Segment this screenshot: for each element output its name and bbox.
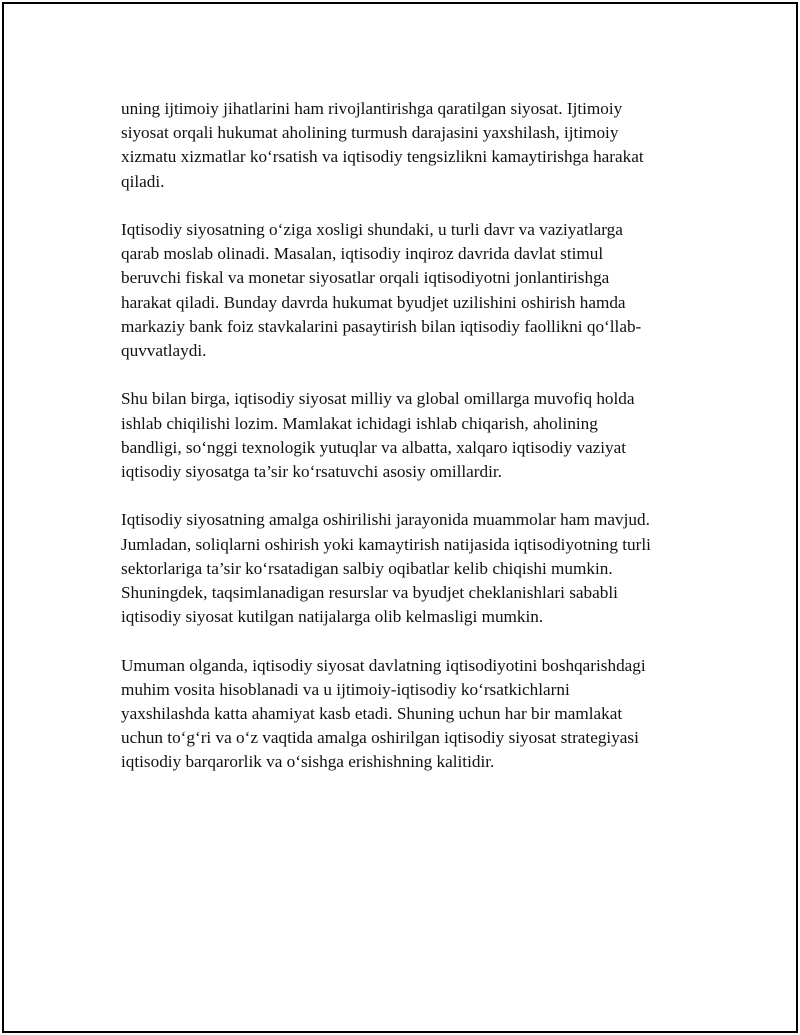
text-line: muhim vosita hisoblanadi va u ijtimoiy-iqtisodiy koʻrsatkichlarni (121, 679, 570, 699)
text-line: siyosat orqali hukumat aholining turmush darajasini yaxshilash, ijtimoiy (121, 123, 619, 143)
text-line: Jumladan, soliqlarni oshirish yoki kamaytirish natijasida iqtisodiyotning turli (121, 534, 651, 554)
text-line: iqtisodiy siyosatga ta’sir koʻrsatuvchi asosiy omillardir. (121, 462, 502, 482)
paragraph-4 (121, 508, 701, 629)
text-line: uchun toʻgʻri va oʻz vaqtida amalga oshirilgan iqtisodiy siyosat strategiyasi (121, 728, 639, 748)
text-line: sektorlariga ta’sir koʻrsatadigan salbiy oqibatlar kelib chiqishi mumkin. (121, 558, 613, 578)
text-line: Shu bilan birga, iqtisodiy siyosat milliy va global omillarga muvofiq holda (121, 389, 635, 409)
text-line: Shuningdek, taqsimlanadigan resurslar va byudjet cheklanishlari sababli (121, 583, 618, 603)
text-line: xizmatu xizmatlar koʻrsatish va iqtisodiy tengsizlikni kamaytirishga harakat (121, 147, 644, 167)
text-line: uning ijtimoiy jihatlarini ham rivojlantirishga qaratilgan siyosat. Ijtimoiy (121, 99, 623, 118)
text-line: Iqtisodiy siyosatning oʻziga xosligi shundaki, u turli davr va vaziyatlarga (121, 220, 623, 239)
text-line: qarab moslab olinadi. Masalan, iqtisodiy inqiroz davrida davlat stimul (121, 244, 604, 264)
text-line: Iqtisodiy siyosatning amalga oshirilishi jarayonida muammolar ham mavjud. (121, 510, 650, 530)
document-body (121, 97, 701, 799)
paragraph-1 (121, 97, 701, 194)
text-line: iqtisodiy barqarorlik va oʻsishga erishishning kalitidir. (121, 752, 495, 772)
paragraph-2 (121, 218, 701, 363)
text-line: quvvatlaydi. (121, 341, 207, 361)
text-line: iqtisodiy siyosat kutilgan natijalarga olib kelmasligi mumkin. (121, 607, 544, 627)
document-page (2, 2, 798, 1033)
paragraph-5 (121, 654, 701, 775)
text-line: beruvchi fiskal va monetar siyosatlar orqali iqtisodiyotni jonlantirishga (121, 268, 610, 288)
text-line: bandligi, soʻnggi texnologik yutuqlar va albatta, xalqaro iqtisodiy vaziyat (121, 437, 627, 457)
text-line: markaziy bank foiz stavkalarini pasaytirish bilan iqtisodiy faollikni qoʻllab- (121, 316, 642, 336)
paragraph-3 (121, 387, 701, 484)
text-line: yaxshilashda katta ahamiyat kasb etadi. Shuning uchun har bir mamlakat (121, 704, 623, 724)
text-line: harakat qiladi. Bunday davrda hukumat byudjet uzilishini oshirish hamda (121, 292, 626, 312)
text-line: qiladi. (121, 171, 165, 191)
text-line: Umuman olganda, iqtisodiy siyosat davlatning iqtisodiyotini boshqarishdagi (121, 655, 646, 675)
text-line: ishlab chiqilishi lozim. Mamlakat ichidagi ishlab chiqarish, aholining (121, 413, 598, 433)
